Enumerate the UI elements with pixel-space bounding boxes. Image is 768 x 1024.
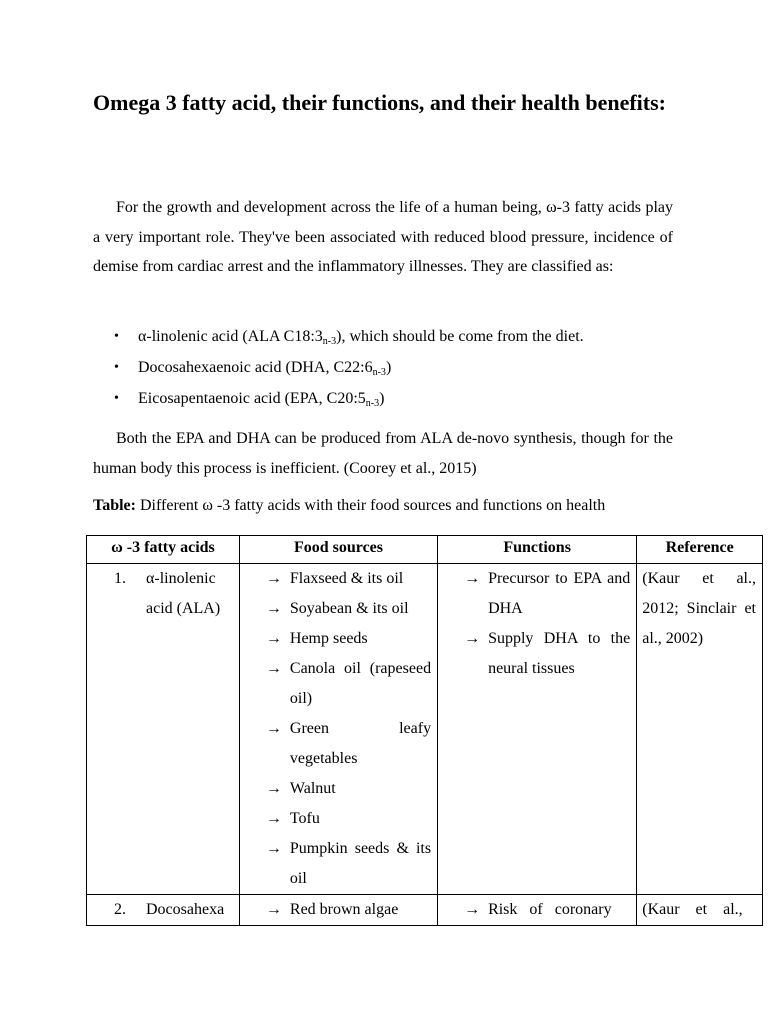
row-number: 1.	[114, 570, 126, 587]
bullet-icon: •	[114, 329, 119, 344]
reference-cell: (Kaur et al.,	[637, 895, 763, 926]
acid-cell	[87, 564, 240, 895]
food-item: → Red brown algae	[240, 895, 431, 925]
list-item-text: )	[379, 390, 385, 407]
list-item	[93, 321, 693, 352]
functions-cell	[438, 564, 637, 895]
column-header-acid: ω -3 fatty acids	[87, 536, 240, 564]
synthesis-paragraph: Both the EPA and DHA can be produced from ALA de-novo synthesis, though for the human body this process is inefficient. (Coorey et al., 2015)	[93, 430, 673, 477]
section-heading: Omega 3 fatty acid, their functions, and their health benefits:	[93, 90, 666, 115]
arrow-icon: →	[265, 570, 282, 587]
arrow-icon: →	[464, 570, 481, 587]
bullet-icon: •	[114, 391, 119, 406]
table-header-row	[87, 536, 763, 564]
arrow-icon: →	[265, 810, 282, 827]
arrow-icon: →	[265, 630, 282, 647]
food-item: → Green leafy vegetables	[240, 714, 431, 774]
subscript: n-3	[372, 367, 386, 378]
list-item	[93, 352, 693, 383]
arrow-icon: →	[265, 600, 282, 617]
food-item: → Pumpkin seeds & its oil	[240, 834, 431, 894]
function-item: → Risk of coronary	[438, 895, 630, 925]
list-item-text: )	[385, 359, 392, 376]
food-sources-cell	[239, 895, 437, 926]
list-item-text: Eicosapentaenoic acid (EPA, C20:5	[138, 390, 366, 407]
list-item-text: α-linolenic acid (ALA C18:3	[138, 328, 323, 345]
function-item: → Supply DHA to the neural tissues	[438, 624, 630, 684]
list-item-text: ), which should be come from the diet.	[336, 328, 584, 345]
arrow-icon: →	[265, 720, 282, 737]
column-header-reference: Reference	[637, 536, 763, 564]
food-item: → Walnut	[240, 774, 431, 804]
arrow-icon: →	[265, 660, 282, 677]
row-number: 2.	[114, 901, 126, 918]
acid-cell	[87, 895, 240, 926]
arrow-icon: →	[464, 901, 481, 918]
reference-cell: (Kaur et al., 2012; Sinclair et al., 2002)	[637, 564, 763, 895]
column-header-functions: Functions	[438, 536, 637, 564]
list-item-text: Docosahexaenoic acid (DHA, C22:6	[138, 359, 373, 376]
food-item: → Soyabean & its oil	[240, 594, 431, 624]
caption-label: Table:	[93, 497, 136, 514]
arrow-icon: →	[265, 840, 282, 857]
food-item: → Flaxseed & its oil	[240, 564, 431, 594]
functions-cell	[438, 895, 637, 926]
subscript: n-3	[365, 398, 380, 409]
arrow-icon: →	[265, 901, 282, 918]
subscript: n-3	[322, 336, 337, 347]
acid-name: Docosahexa	[146, 901, 225, 918]
list-item	[93, 383, 693, 414]
food-item: → Hemp seeds	[240, 624, 431, 654]
food-item: → Canola oil (rapeseed oil)	[240, 654, 431, 714]
fatty-acid-list	[93, 321, 693, 414]
arrow-icon: →	[464, 630, 481, 647]
intro-paragraph: For the growth and development across the life of a human being, ω-3 fatty acids play a very important role. They've been associated with reduced blood pressure, incidence of demise from cardiac arrest and the inflammatory illnesses. They are classified as:	[93, 199, 673, 275]
table-row	[87, 895, 763, 926]
fatty-acids-table	[86, 535, 763, 926]
caption-text: Different ω -3 fatty acids with their food sources and functions on health	[135, 497, 606, 514]
table-row	[87, 564, 763, 895]
food-sources-cell	[239, 564, 437, 895]
food-item: → Tofu	[240, 804, 431, 834]
bullet-icon: •	[114, 360, 119, 375]
column-header-food: Food sources	[239, 536, 437, 564]
arrow-icon: →	[265, 780, 282, 797]
table-caption	[93, 492, 713, 520]
function-item: → Precursor to EPA and DHA	[438, 564, 630, 624]
acid-name: α-linolenic acid (ALA)	[146, 570, 221, 617]
